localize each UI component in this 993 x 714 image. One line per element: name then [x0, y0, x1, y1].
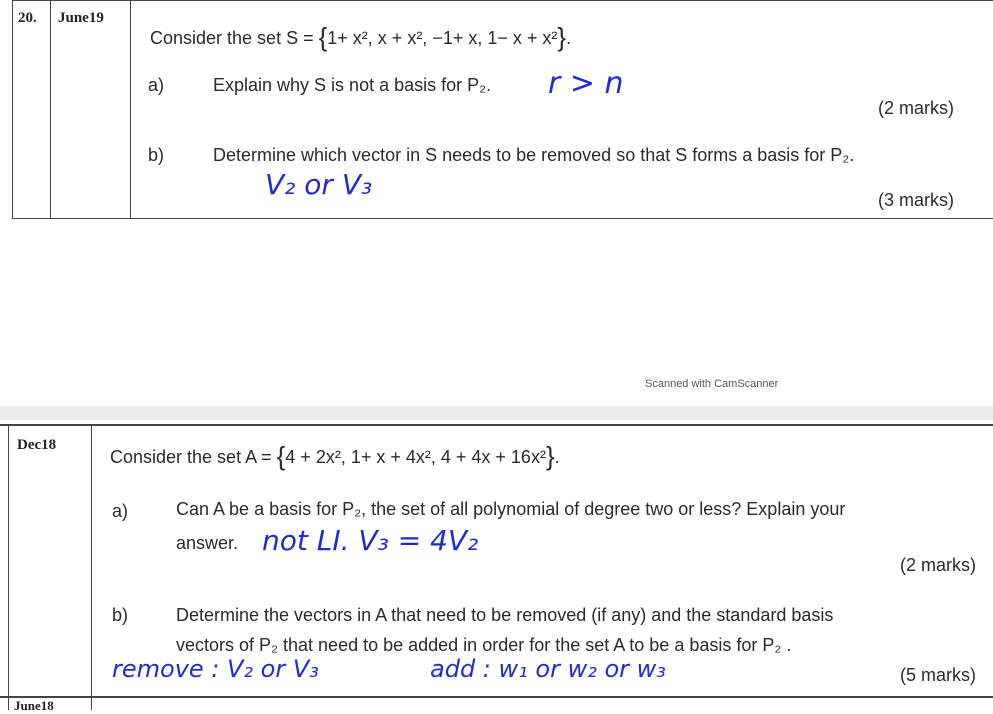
col-divider-3	[130, 0, 131, 219]
exam-session: June19	[58, 10, 104, 26]
page-separator	[0, 406, 993, 420]
part-a-label: a)	[148, 75, 165, 95]
dec18-part-b-label: b)	[112, 605, 129, 625]
question-stem: Consider the set S = {1+ x², x + x², −1+ x, 1− x + x²}.	[150, 22, 572, 52]
dec18-part-b-text: Determine the vectors in A that need to be removed (if any) and the standard basis	[176, 605, 834, 625]
exam-session-dec18: Dec18	[17, 437, 57, 453]
dec18-part-b-marks: (5 marks)	[900, 665, 976, 685]
scanner-watermark: Scanned with CamScanner	[645, 378, 779, 390]
part-b-label: b)	[148, 145, 165, 165]
dec18-stem-prefix: Consider the set A =	[110, 447, 277, 467]
dec18-part-b-text-cont: vectors of P₂ that need to be added in order for the set A to be a basis for P₂ .	[176, 635, 792, 655]
part-b-marks: (3 marks)	[878, 190, 954, 210]
table2-col-divider-1	[8, 424, 9, 710]
dec18-question-stem: Consider the set A = {4 + 2x², 1+ x + 4x², 4 + 4x + 16x²}.	[110, 441, 560, 471]
dec18-handwritten-add: add : w₁ or w₂ or w₃	[430, 655, 666, 683]
dec18-handwritten-answer-a: not LI. V₃ = 4V₂	[262, 524, 479, 557]
exam-session-june18: June18	[14, 698, 54, 713]
handwritten-answer-a: r > n	[548, 66, 624, 101]
set-a-elements: 4 + 2x², 1+ x + 4x², 4 + 4x + 16x²	[285, 447, 546, 467]
dec18-part-a-marks: (2 marks)	[900, 555, 976, 575]
table2-bottom-border	[0, 696, 993, 698]
part-a-text: Explain why S is not a basis for P₂.	[213, 75, 492, 95]
table-bottom-border	[12, 218, 993, 219]
part-b-text: Determine which vector in S needs to be removed so that S forms a basis for P₂.	[213, 145, 855, 165]
table2-col-divider-2	[91, 424, 92, 710]
col-divider-2	[50, 0, 51, 219]
table-top-border	[12, 0, 993, 1]
part-a-marks: (2 marks)	[878, 98, 954, 118]
set-s-elements: 1+ x², x + x², −1+ x, 1− x + x²	[327, 28, 558, 48]
col-divider-1	[12, 0, 13, 219]
stem-prefix: Consider the set S =	[150, 28, 319, 48]
dec18-handwritten-remove: remove : V₂ or V₃	[112, 655, 319, 683]
handwritten-answer-b: V₂ or V₃	[265, 168, 373, 201]
table2-top-border	[0, 424, 993, 426]
dec18-part-a-text: Can A be a basis for P₂, the set of all polynomial of degree two or less? Explain your	[176, 499, 846, 519]
question-number: 20.	[18, 10, 37, 26]
dec18-part-a-label: a)	[112, 501, 129, 521]
dec18-part-a-text-cont: answer.	[176, 533, 239, 553]
